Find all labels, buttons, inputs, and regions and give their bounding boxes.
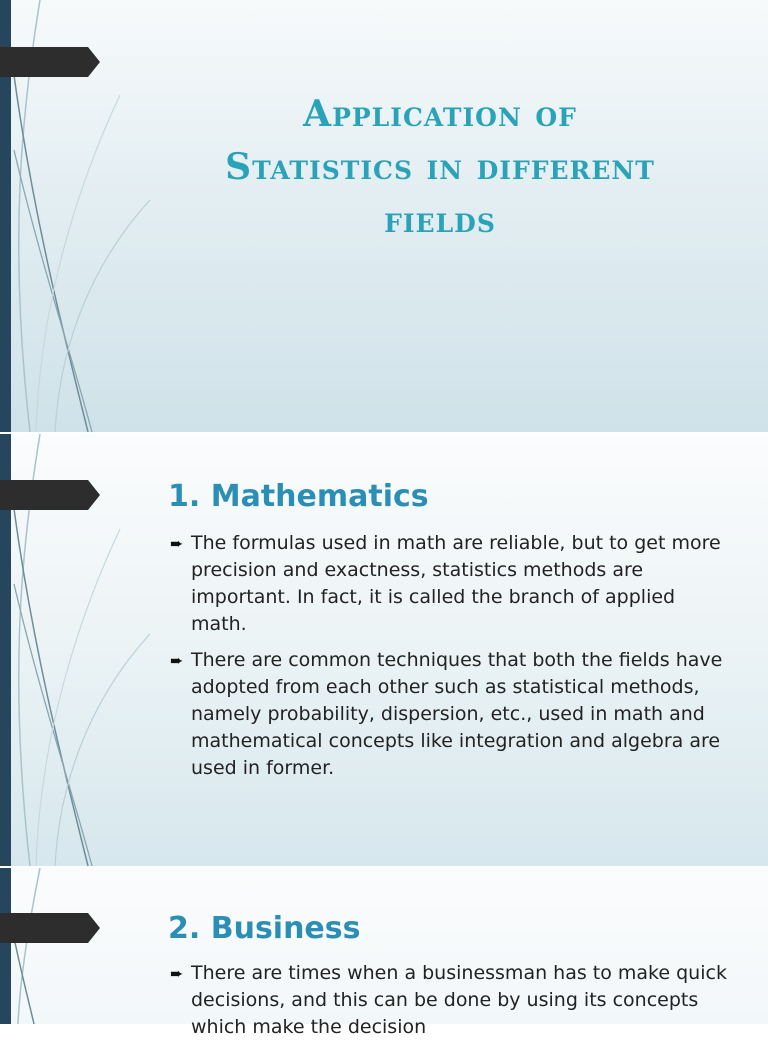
list-item (170, 647, 730, 782)
bullet-list (170, 960, 730, 1050)
bullet-text: There are common techniques that both the fields have adopted from each other such as statistical methods, namely probability, dispersion, etc., used in math and mathematical concepts like integration and algebra are used in former. (191, 649, 723, 779)
title-line: fields (384, 199, 496, 241)
title-line: Statistics in different (225, 146, 655, 188)
arrow-tab-icon (0, 480, 100, 510)
slide-business (0, 868, 768, 1038)
list-item (170, 530, 730, 638)
bullet-list (170, 530, 730, 791)
arrow-tab-icon (0, 47, 100, 77)
arrow-bullet-icon: ➨ (170, 651, 184, 670)
slide-heading: 1. Mathematics (168, 479, 429, 514)
bullet-text: There are times when a businessman has to make quick decisions, and this can be done by using its concepts which make the decision (191, 962, 727, 1038)
arrow-tab-icon (0, 913, 100, 943)
slide-title (0, 0, 768, 432)
bullet-text: The formulas used in math are reliable, but to get more precision and exactness, statistics methods are important. In fact, it is called the branch of applied math. (191, 532, 721, 635)
slide-heading: 2. Business (168, 911, 361, 946)
slide-mathematics (0, 434, 768, 866)
title-line: Application of (303, 93, 577, 135)
arrow-bullet-icon: ➨ (170, 964, 184, 983)
list-item (170, 960, 730, 1041)
arrow-bullet-icon: ➨ (170, 534, 184, 553)
slide-title-text (120, 88, 760, 247)
